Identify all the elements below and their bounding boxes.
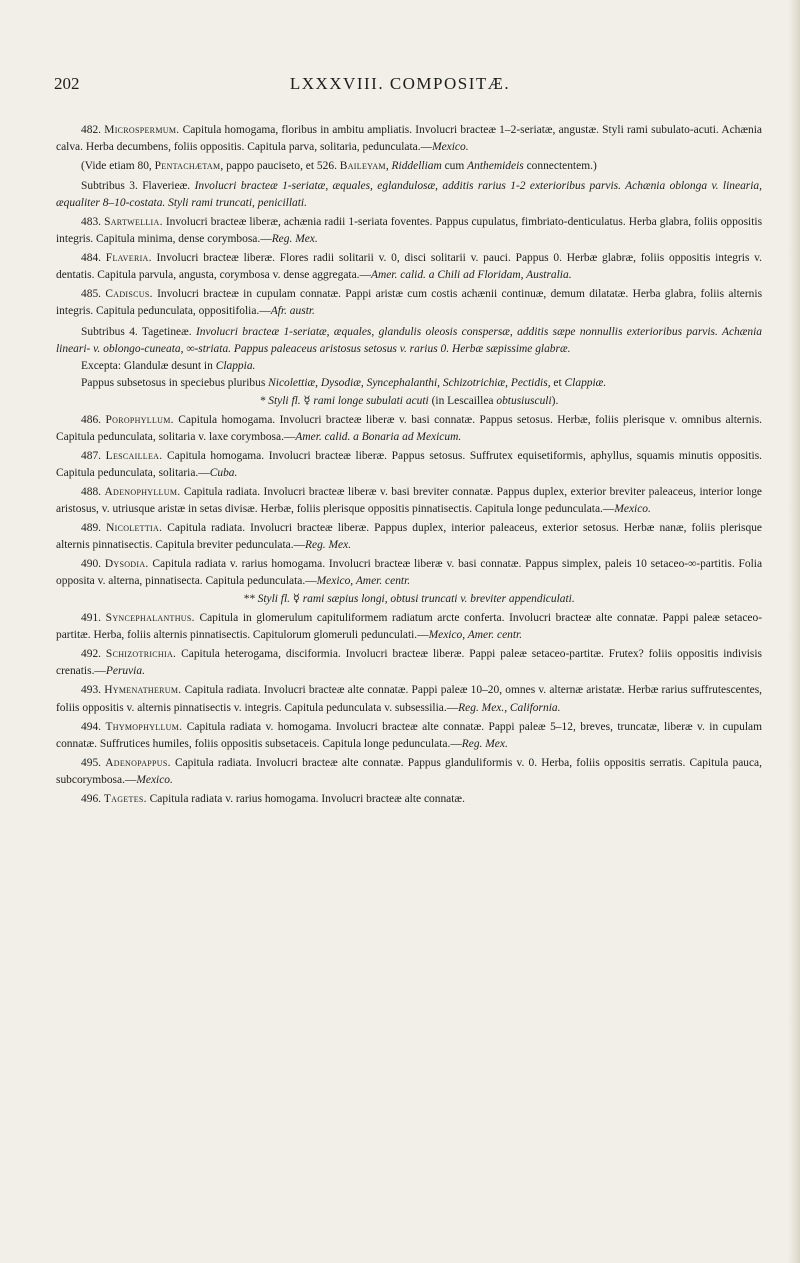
entry-description: Capitula radiata v. homogama. Involucri bracteæ alte connatæ. Pappi paleæ 5–12, breves, truncatæ, liberæ v. in cupulam connatæ. Suffrutices humiles, foliis oppositis subsetaceis. Capitula longe pedunculata.— <box>56 720 763 750</box>
entry-number: 496. <box>81 792 102 805</box>
entry-description: Involucri bracteæ in cupulam connatæ. Pappi aristæ cum costis achænii continuæ, demum dilatatæ. Herba glabra, foliis alternis integris. Capitula pedunculata, oppositifolia.— <box>56 288 763 318</box>
entry-description: Capitula heterogama, disciformia. Involucri bracteæ liberæ. Pappi paleæ setaceo-partitæ. Frutex? foliis oppositis indivisis crenatis.— <box>56 648 762 678</box>
page-header <box>0 74 800 104</box>
entries-482 <box>56 122 762 156</box>
entry-number: 483. <box>81 216 102 229</box>
entry-description: Capitula radiata v. rarius homogama. Involucri bracteæ alte connatæ. <box>149 792 465 805</box>
genus-entry <box>56 286 762 320</box>
genus-name: Adenophyllum. <box>104 485 181 498</box>
running-title: LXXXVIII. COMPOSITÆ. <box>289 74 511 93</box>
genus-name: Hymenatherum. <box>104 684 182 697</box>
entry-distribution: Mexico, Amer. centr. <box>428 629 523 642</box>
entry-description: Capitula homogama. Involucri bracteæ liberæ. Pappus setosus. Suffrutex equisetiformis, aphyllus, squamis minutis oppositis. Capitula pedunculata, solitaria.— <box>56 449 763 479</box>
entry-number: 484. <box>81 252 102 265</box>
genus-name: Cadiscus. <box>105 288 153 301</box>
entry-number: 492. <box>81 648 102 661</box>
genus-entry <box>56 520 762 554</box>
entry-description: Capitula radiata. Involucri bracteæ alte connatæ. Pappus glanduliformis v. 0. Herba, foliis oppositis serratis. Capitula pauca, subcorymbosa.— <box>56 756 762 786</box>
entry-description: Capitula radiata v. rarius homogama. Involucri bracteæ liberæ v. basi connatæ. Pappus simplex, paleis 10 setaceo-∞-partitis. Folia opposita v. alterna, pinnatisecta. Capitula pedunculata.— <box>56 558 763 588</box>
genus-name: Nicolettia. <box>106 522 163 535</box>
entry-distribution: Mexico. <box>432 141 469 154</box>
genus-name: Syncephalanthus. <box>105 612 195 625</box>
entry-distribution: Reg. Mex., California. <box>458 701 561 714</box>
entry-distribution: Mexico. <box>136 773 173 786</box>
entry-distribution: Peruvia. <box>105 665 145 678</box>
entry-number: 493. <box>81 684 102 697</box>
genus-name: Lescaillea. <box>105 449 163 462</box>
subtribus-4-heading: Subtribus 4. Tagetineæ. Involucri bracteæ 1-seriatæ, æquales, glandulis oleosis conspersæ, additis sæpe nonnullis exterioribus parvis. Achænia lineari- v. oblongo-cuneata, ∞-striata. Pappus paleaceus aristosus setosus v. rarius 0. Herbæ sæpissime glabræ. <box>56 325 763 355</box>
genus-entry <box>56 484 762 518</box>
entry-description: Capitula radiata. Involucri bracteæ alte connatæ. Pappi paleæ 10–20, omnes v. alternæ aristatæ. Herbæ rarius suffrutescentes, foliis oppositis v. alternis pinnatisectis v. integris. Capitula pedunculata v. subsessilia.— <box>56 684 763 714</box>
subtribus-3-heading: Subtribus 3. Flaverieæ. Involucri bracteæ 1-seriatæ, æquales, eglandulosæ, additis rarius 1-2 exterioribus parvis. Achænia oblonga v. linearia, æqualiter 8–10-costata. Styli rami truncati, penicillati. <box>56 180 762 210</box>
entry-number: 488. <box>81 485 102 498</box>
genus-name: Sartwellia. <box>104 216 163 229</box>
entry-distribution: Reg. Mex. <box>305 539 352 552</box>
subtribus-4-exception: Excepta: Glandulæ desunt in Clappia. <box>81 359 256 372</box>
entry-distribution: Amer. calid. a Chili ad Floridam, Australia. <box>370 269 572 282</box>
group-heading-double-star: ** Styli fl. ☿ rami sæpius longi, obtusi truncati v. breviter appendiculati. <box>243 593 575 606</box>
genus-entry <box>56 250 762 284</box>
entry-distribution: Mexico, Amer. centr. <box>316 575 411 588</box>
genus-name: Microspermum. <box>104 124 180 136</box>
entry-distribution: Amer. calid. a Bonaria ad Mexicum. <box>295 430 462 443</box>
entry-description: Involucri bracteæ liberæ, achænia radii 1-seriata foventes. Pappus cupulatus, fimbriato-denticulatus. Herba glabra, foliis oppositis integris. Capitula minima, dense corymbosa.— <box>56 216 763 246</box>
entry-number: 486. <box>81 413 102 426</box>
subtribus-4-pappus-note: Pappus subsetosus in speciebus pluribus Nicolettiæ, Dysodiæ, Syncephalanthi, Schizotrichiæ, Pectidis, et Clappiæ. <box>81 376 607 389</box>
page-body <box>56 120 762 808</box>
entry-number: 495. <box>81 756 102 769</box>
genus-name: Porophyllum. <box>105 413 174 426</box>
genus-entry <box>56 755 762 789</box>
group-heading-single-star: * Styli fl. ☿ rami longe subulati acuti (in Lescaillea obtusiusculi). <box>259 394 559 407</box>
entry-number: 491. <box>81 612 102 625</box>
entry-number: 482. <box>81 124 102 136</box>
page-number: 202 <box>54 74 80 93</box>
genus-name: Dysodia. <box>104 558 149 571</box>
genus-entry <box>56 791 762 808</box>
entries-subtribus-4a <box>56 412 762 590</box>
genus-entry <box>56 610 762 644</box>
genus-name: Flaveria. <box>105 252 152 265</box>
entry-number: 490. <box>81 558 102 571</box>
entry-description: Capitula radiata. Involucri bracteæ liberæ v. basi breviter connatæ. Pappus duplex, exterior breviter paleaceus, interior longe aristosus, v. utriusque aristæ in setas divisæ. Herbæ, foliis plerisque oppositis pinnatisectis. Capitula longe pedunculata.— <box>56 485 762 515</box>
genus-entry <box>56 682 762 716</box>
genus-entry <box>56 448 762 482</box>
entries-subtribus-3 <box>56 214 762 320</box>
entry-number: 487. <box>81 449 102 462</box>
genus-entry <box>56 412 762 446</box>
genus-entry <box>56 719 762 753</box>
entry-distribution: Afr. austr. <box>270 305 315 318</box>
cross-reference-note: (Vide etiam 80, Pentachætam, pappo pauciseto, et 526. Baileyam, Riddelliam cum Anthemideis connectentem.) <box>81 160 597 173</box>
genus-entry <box>56 556 762 590</box>
genus-name: Adenopappus. <box>105 756 171 769</box>
genus-name: Tagetes. <box>103 792 147 805</box>
genus-entry <box>56 214 762 248</box>
entry-distribution: Reg. Mex. <box>271 233 318 246</box>
genus-entry <box>56 122 762 156</box>
entry-number: 489. <box>81 522 102 535</box>
entry-distribution: Reg. Mex. <box>461 737 508 750</box>
entry-distribution: Cuba. <box>209 466 238 479</box>
entry-number: 494. <box>81 720 102 733</box>
entries-subtribus-4b <box>56 610 762 808</box>
entry-number: 485. <box>81 288 102 301</box>
entry-description: Capitula radiata. Involucri bracteæ liberæ. Pappus duplex, interior paleaceus, exterior setosus. Herbæ nanæ, foliis plerisque alternis pinnatisectis. Capitula breviter pedunculata.— <box>56 522 762 552</box>
genus-entry <box>56 646 762 680</box>
entry-description: Capitula homogama, floribus in ambitu ampliatis. Involucri bracteæ 1–2-seriatæ, angustæ. Styli rami subulato-acuti. Achænia calva. Herba decumbens, foliis oppositis. Capitula parva, solitaria, pedunculata.— <box>56 124 762 154</box>
page-edge-shadow <box>788 0 800 1263</box>
entry-description: Capitula homogama. Involucri bracteæ liberæ v. basi connatæ. Pappus setosus. Herbæ, foliis plerisque v. omnibus alternis. Capitula pedunculata, solitaria v. laxe corymbosa.— <box>56 413 762 443</box>
entry-description: Capitula in glomerulum capituliformem radiatum arcte conferta. Involucri bracteæ alte connatæ. Pappi paleæ setaceo-partitæ. Herba, foliis alternis pinnatisectis. Capitulorum glomeruli pedunculati.— <box>56 612 763 642</box>
entry-description: Involucri bracteæ liberæ. Flores radii solitarii v. 0, disci solitarii v. pauci. Pappus 0. Herbæ glabræ, foliis oppositis integris v. dentatis. Capitula parvula, angusta, corymbosa v. dense aggregata.— <box>56 252 762 282</box>
entry-distribution: Mexico. <box>614 502 651 515</box>
genus-name: Thymophyllum. <box>105 720 183 733</box>
genus-name: Schizotrichia. <box>105 648 177 661</box>
